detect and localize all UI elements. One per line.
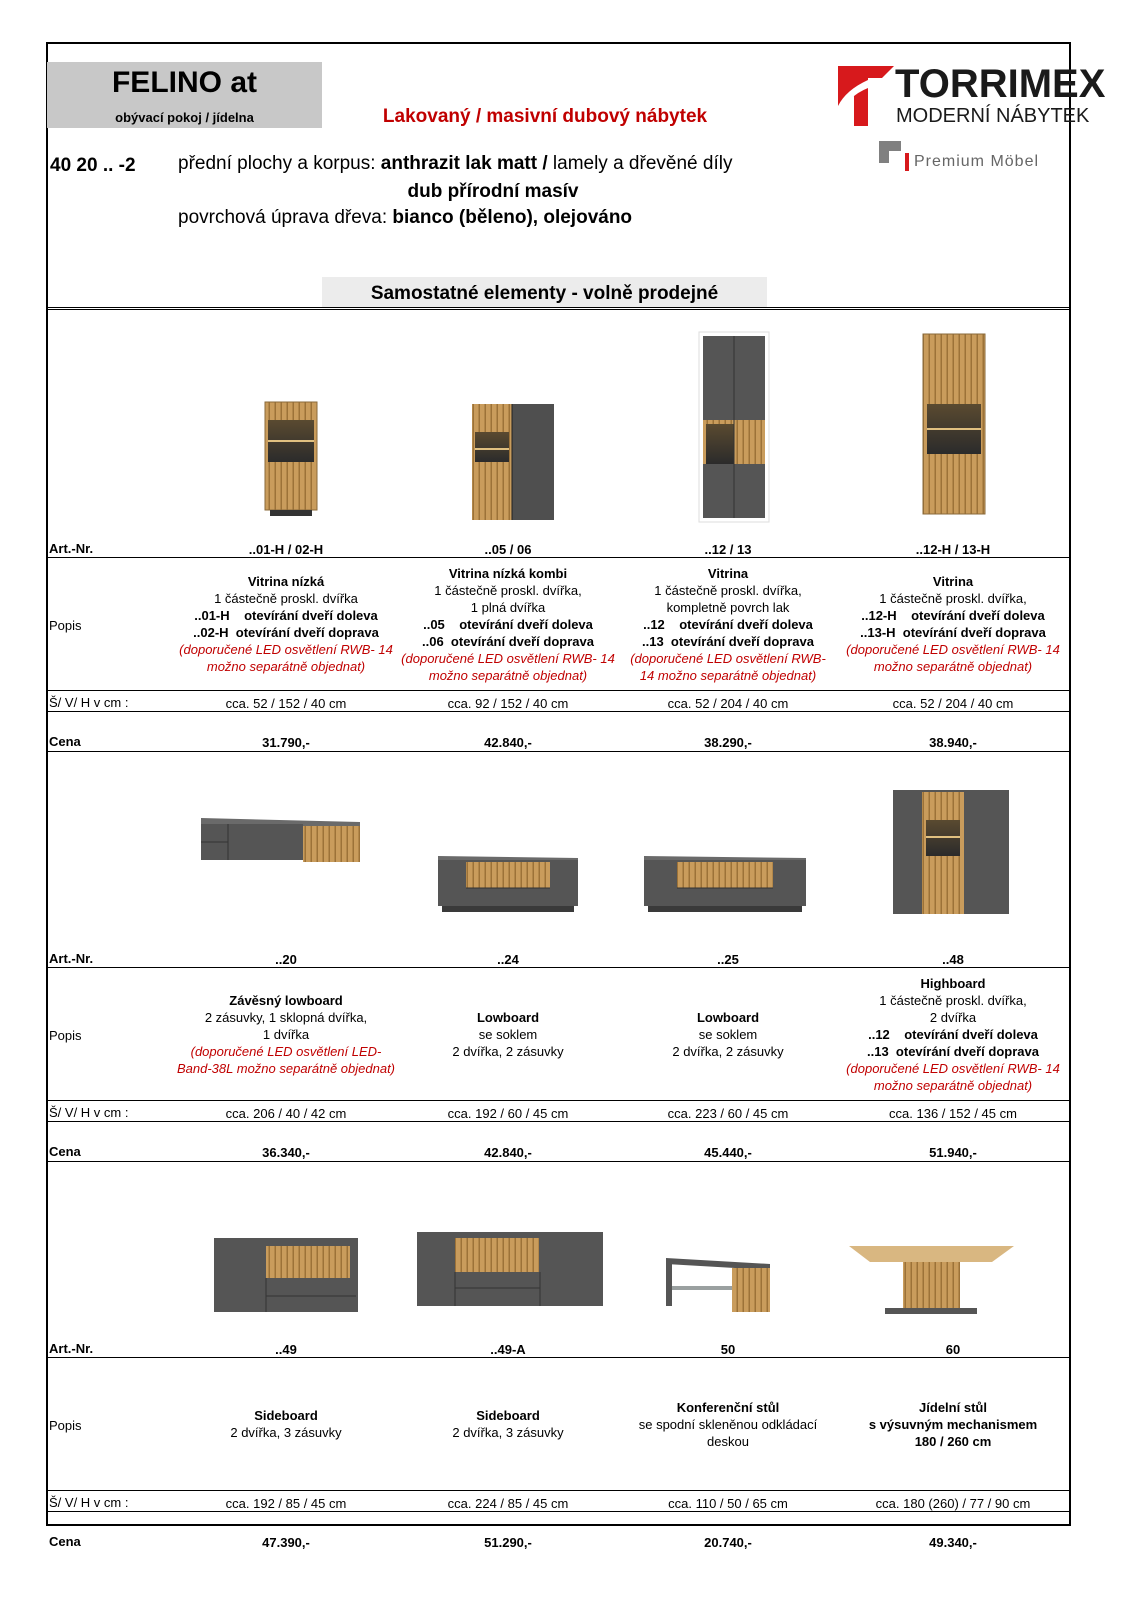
description-line: Lowboard <box>476 1009 540 1025</box>
description-line: ..13 otevírání dveří doprava <box>867 1043 1039 1059</box>
description-line: 1 plná dvířka <box>470 599 546 615</box>
product-image-01-H <box>265 402 317 516</box>
product-image-20 <box>201 818 360 862</box>
description-line: 2 dvířka, 3 zásuvky <box>230 1425 342 1440</box>
product-price: 42.840,- <box>484 735 532 750</box>
article-number: ..20 <box>275 952 297 967</box>
product-dimensions: cca. 110 / 50 / 65 cm <box>668 1496 788 1511</box>
product-dimensions: cca. 206 / 40 / 42 cm <box>225 1106 347 1121</box>
description-line-2: dub přírodní masív <box>407 181 579 202</box>
article-number: 60 <box>945 1342 961 1357</box>
description-line: se soklem <box>478 1026 538 1042</box>
article-number: ..24 <box>497 952 519 967</box>
product-image-12-H <box>923 334 985 514</box>
product-image-60 <box>849 1246 1014 1314</box>
description-line: 1 částečně proskl. dvířka, <box>879 591 1027 606</box>
product-dimensions: cca. 180 (260) / 77 / 90 cm <box>875 1496 1031 1511</box>
description-line: 2 dvířka <box>929 1009 977 1025</box>
description-line: (doporučené LED osvětlení LED- <box>190 1043 382 1059</box>
product-price: 38.290,- <box>704 735 752 750</box>
product-price: 51.940,- <box>929 1145 977 1160</box>
product-price: 45.440,- <box>704 1145 752 1160</box>
cena-label: Cena <box>49 1144 81 1159</box>
product-price: 49.340,- <box>929 1535 977 1550</box>
description-line: 2 zásuvky, 1 sklopná dvířka, <box>204 1009 368 1025</box>
article-number: ..05 / 06 <box>484 542 532 557</box>
description-line: 1 částečně proskl. dvířka, <box>879 992 1027 1008</box>
product-image-49-A <box>417 1232 603 1306</box>
product-dimensions: cca. 136 / 152 / 45 cm <box>889 1106 1017 1121</box>
product-price: 36.340,- <box>262 1145 310 1160</box>
article-number: ..49-A <box>490 1342 526 1357</box>
description-line: 2 dvířka, 2 zásuvky <box>672 1043 784 1059</box>
description-line: 14 možno separátně objednat) <box>639 667 817 683</box>
description-line: Band-38L možno separátně objednat) <box>176 1060 396 1076</box>
product-image-05 <box>472 404 554 520</box>
description-line: ..05 otevírání dveří doleva <box>423 616 593 632</box>
description-line: Lowboard <box>696 1009 760 1025</box>
description-line: ..06 otevírání dveří doprava <box>422 633 594 649</box>
description-line: Závěsný lowboard <box>229 992 343 1008</box>
article-number: 50 <box>720 1342 736 1357</box>
description-line: 1 částečně proskl. dvířka <box>214 591 358 606</box>
description-line: možno separátně objednat) <box>206 659 366 674</box>
description-line: kompletně povrch lak <box>666 599 790 615</box>
product-image-25 <box>644 856 806 912</box>
description-line: 180 / 260 cm <box>914 1433 992 1449</box>
section-title: Samostatné elementy - volně prodejné <box>322 277 767 308</box>
description-line: 2 dvířka, 3 zásuvky <box>452 1425 564 1440</box>
description-line: Vitrina nízká kombi <box>448 565 568 581</box>
desc3-b: bianco (běleno), olejováno <box>392 207 633 228</box>
description-line: se soklem <box>698 1026 758 1042</box>
description-line: (doporučené LED osvětlení RWB- 14 <box>846 1060 1060 1076</box>
popis-label: Popis <box>49 1028 82 1043</box>
description-line: 1 dvířka <box>262 1026 310 1042</box>
description-line: se spodní skleněnou odkládací <box>638 1416 818 1432</box>
product-price: 42.840,- <box>484 1145 532 1160</box>
description-line: (doporučené LED osvětlení RWB- 14 <box>401 650 615 666</box>
description-line: možno separátně objednat) <box>873 659 1033 674</box>
description-line: možno separátně objednat) <box>428 667 588 683</box>
description-line: Vitrina <box>707 565 749 581</box>
premium-label: Premium Möbel <box>914 153 1040 170</box>
description-line: ..02-H otevírání dveří doprava <box>193 625 379 640</box>
desc1-c: lamely a dřevěné díly <box>547 153 733 174</box>
description-line: ..13 otevírání dveří doprava <box>642 633 814 649</box>
popis-label: Popis <box>49 1418 82 1433</box>
description-line: Jídelní stůl <box>919 1399 987 1415</box>
dims-label: Š/ V/ H v cm : <box>49 695 129 710</box>
description-line: ..13-H otevírání dveří doprava <box>860 625 1046 640</box>
collection-title: FELINO at <box>111 66 257 99</box>
dims-label: Š/ V/ H v cm : <box>49 1495 129 1510</box>
logo-tagline: MODERNÍ NÁBYTEK <box>896 105 1090 127</box>
desc1-a: přední plochy a korpus: <box>178 153 381 174</box>
description-line: 2 dvířka, 2 zásuvky <box>452 1043 564 1059</box>
description-line: ..12 otevírání dveří doleva <box>868 1026 1038 1042</box>
desc3-a: povrchová úprava dřeva: <box>178 207 393 228</box>
art-label: Art.-Nr. <box>49 951 94 966</box>
article-code: 40 20 .. -2 <box>50 155 136 176</box>
product-dimensions: cca. 192 / 85 / 45 cm <box>225 1496 347 1511</box>
product-price: 38.940,- <box>929 735 977 750</box>
product-dimensions: cca. 223 / 60 / 45 cm <box>667 1106 789 1121</box>
logo-brand: TORRIMEX <box>895 62 1106 106</box>
cena-label: Cena <box>49 734 81 749</box>
article-number: ..49 <box>275 1342 297 1357</box>
description-line: 1 částečně proskl. dvířka, <box>654 582 802 598</box>
product-image-49 <box>214 1238 358 1312</box>
product-price: 31.790,- <box>262 735 310 750</box>
product-price: 47.390,- <box>262 1535 310 1550</box>
popis-label: Popis <box>49 618 82 633</box>
description-line: (doporučené LED osvětlení RWB- 14 <box>846 642 1060 657</box>
headline: Lakovaný / masivní dubový nábytek <box>382 106 708 127</box>
product-price: 20.740,- <box>704 1535 752 1550</box>
art-label: Art.-Nr. <box>49 541 94 556</box>
product-image-48 <box>893 790 1009 914</box>
description-line: Sideboard <box>476 1408 540 1423</box>
article-number: ..12 / 13 <box>704 542 752 557</box>
article-number: ..48 <box>942 952 964 967</box>
product-dimensions: cca. 52 / 204 / 40 cm <box>892 696 1014 711</box>
product-image-12 <box>699 332 769 522</box>
cena-label: Cena <box>49 1534 81 1549</box>
description-line: 1 částečně proskl. dvířka, <box>434 582 582 598</box>
description-line: ..01-H otevírání dveří doleva <box>194 608 378 623</box>
product-dimensions: cca. 92 / 152 / 40 cm <box>447 696 569 711</box>
description-line: možno separátně objednat) <box>873 1077 1033 1093</box>
description-line: Sideboard <box>254 1408 318 1423</box>
product-dimensions: cca. 192 / 60 / 45 cm <box>447 1106 569 1121</box>
description-line: (doporučené LED osvětlení RWB- <box>630 650 826 666</box>
article-number: ..12-H / 13-H <box>915 542 991 557</box>
description-line: Vitrina nízká <box>247 574 325 589</box>
product-dimensions: cca. 224 / 85 / 45 cm <box>447 1496 569 1511</box>
description-line: ..12 otevírání dveří doleva <box>643 616 813 632</box>
article-number: ..25 <box>717 952 739 967</box>
art-label: Art.-Nr. <box>49 1341 94 1356</box>
description-line: Highboard <box>920 975 986 991</box>
product-dimensions: cca. 52 / 204 / 40 cm <box>667 696 789 711</box>
description-line: deskou <box>707 1433 749 1449</box>
description-line: Konferenční stůl <box>676 1399 780 1415</box>
description-line: Vitrina <box>932 574 974 589</box>
description-line: (doporučené LED osvětlení RWB- 14 <box>179 642 393 657</box>
collection-subtitle: obývací pokoj / jídelna <box>115 110 254 125</box>
desc1-b: anthrazit lak matt / <box>380 153 548 174</box>
dims-label: Š/ V/ H v cm : <box>49 1105 129 1120</box>
product-image-24 <box>438 856 578 912</box>
description-line: s výsuvným mechanismem <box>868 1416 1038 1432</box>
product-image-50 <box>666 1258 770 1312</box>
product-price: 51.290,- <box>484 1535 532 1550</box>
description-line: ..12-H otevírání dveří doleva <box>861 608 1045 623</box>
article-number: ..01-H / 02-H <box>248 542 324 557</box>
product-dimensions: cca. 52 / 152 / 40 cm <box>225 696 347 711</box>
